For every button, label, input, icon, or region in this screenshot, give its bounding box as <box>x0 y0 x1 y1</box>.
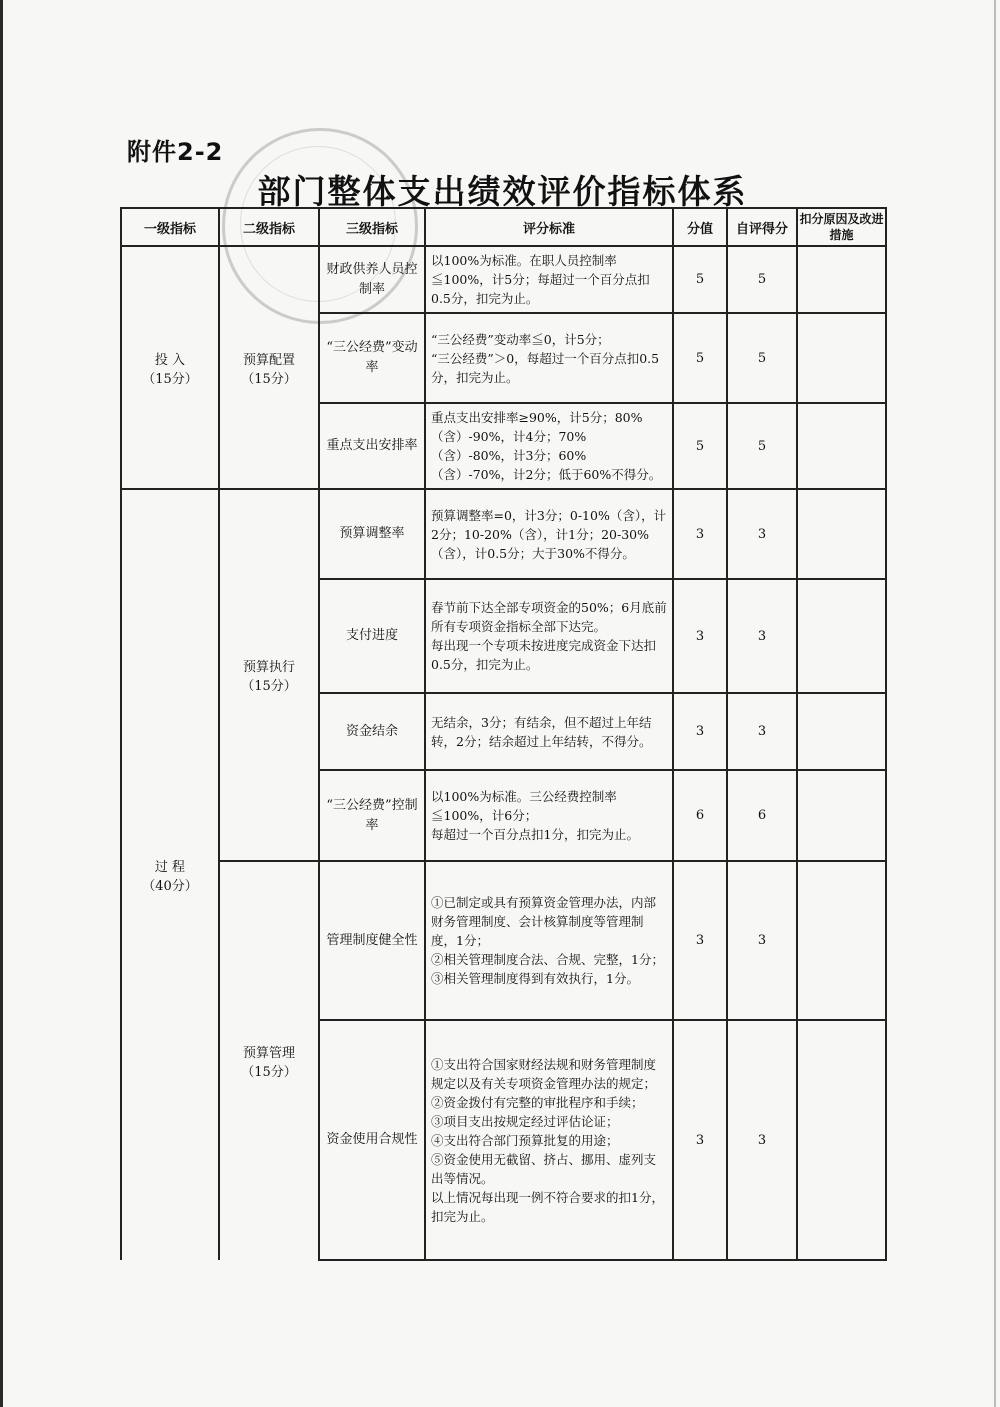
header-row <box>121 208 886 246</box>
scoring-standard: 春节前下达全部专项资金的50%；6月底前所有专项资金指标全部下达完。 每出现一个专项未按进度完成资金下达扣0.5分，扣完为止。 <box>425 579 673 693</box>
scoring-standard: 预算调整率=0，计3分；0-10%（含），计2分；10-20%（含），计1分；20-30%（含），计0.5分；大于30%不得分。 <box>425 489 673 579</box>
remarks-cell <box>797 861 886 1020</box>
table-row <box>121 246 886 313</box>
remarks-cell <box>797 770 886 861</box>
header-standard: 评分标准 <box>425 208 673 246</box>
value-cell: 5 <box>673 313 727 403</box>
remarks-cell <box>797 693 886 770</box>
self-score-cell: 3 <box>727 1020 797 1260</box>
level1-score: （40分） <box>142 879 198 894</box>
self-score-cell: 5 <box>727 403 797 489</box>
self-score-cell: 3 <box>727 693 797 770</box>
page-edge <box>0 0 3 1407</box>
remarks-cell <box>797 489 886 579</box>
scoring-standard: ①已制定或具有预算资金管理办法，内部财务管理制度、会计核算制度等管理制度，1分； ②相关管理制度合法、合规、完整，1分； ③相关管理制度得到有效执行，1分。 <box>425 861 673 1020</box>
header-level2: 二级指标 <box>219 208 319 246</box>
level3-name: 预算调整率 <box>319 489 425 579</box>
remarks-cell <box>797 1020 886 1260</box>
scoring-standard: 重点支出安排率≥90%，计5分；80%（含）-90%，计4分；70%（含）-80%，计3分；60%（含）-70%，计2分；低于60%不得分。 <box>425 403 673 489</box>
level1-process <box>121 489 219 1260</box>
level2-name: 预算执行 <box>242 660 295 675</box>
evaluation-table <box>120 207 887 1261</box>
attachment-label: 附件2-2 <box>127 138 224 166</box>
level2-name: 预算管理 <box>242 1046 295 1061</box>
scoring-standard: 无结余，3分；有结余，但不超过上年结转，2分；结余超过上年结转，不得分。 <box>425 693 673 770</box>
header-level1: 一级指标 <box>121 208 219 246</box>
page-title: 部门整体支出绩效评价指标体系 <box>257 172 748 211</box>
page-edge-right <box>994 0 996 1407</box>
level1-name: 过 程 <box>154 860 186 875</box>
self-score-cell: 5 <box>727 246 797 313</box>
value-cell: 3 <box>673 489 727 579</box>
remarks-cell <box>797 403 886 489</box>
level3-name: “三公经费”控制率 <box>319 770 425 861</box>
value-cell: 3 <box>673 861 727 1020</box>
level3-name: 支付进度 <box>319 579 425 693</box>
self-score-cell: 3 <box>727 861 797 1020</box>
level2-budget-exec <box>219 489 319 861</box>
header-level3: 三级指标 <box>319 208 425 246</box>
value-cell: 3 <box>673 693 727 770</box>
remarks-cell <box>797 246 886 313</box>
scoring-standard: “三公经费”变动率≦0，计5分； “三公经费”＞0，每超过一个百分点扣0.5分，扣完为止。 <box>425 313 673 403</box>
level3-name: 资金结余 <box>319 693 425 770</box>
level2-score: （15分） <box>241 1065 297 1080</box>
level3-name: “三公经费”变动率 <box>319 313 425 403</box>
level2-score: （15分） <box>241 371 297 387</box>
self-score-cell: 5 <box>727 313 797 403</box>
value-cell: 6 <box>673 770 727 861</box>
level3-name: 管理制度健全性 <box>319 861 425 1020</box>
value-cell: 5 <box>673 246 727 313</box>
value-cell: 3 <box>673 1020 727 1260</box>
level1-input <box>121 246 219 489</box>
level2-budget-mgmt <box>219 861 319 1260</box>
level2-score: （15分） <box>241 679 297 694</box>
header-self-score: 自评得分 <box>727 208 797 246</box>
level3-name: 财政供养人员控制率 <box>319 246 425 313</box>
value-cell: 3 <box>673 579 727 693</box>
header-remarks: 扣分原因及改进措施 <box>797 208 886 246</box>
scoring-standard: ①支出符合国家财经法规和财务管理制度规定以及有关专项资金管理办法的规定； ②资金拨付有完整的审批程序和手续； ③项目支出按规定经过评估论证； ④支出符合部门预算批复的用途； ⑤资金使用无截留、挤占、挪用、虚列支出等情况。 以上情况每出现一例不符合要求的扣1分，扣完为止。 <box>425 1020 673 1260</box>
level1-name: 投 入 <box>154 352 186 368</box>
level1-score: （15分） <box>142 371 198 387</box>
level2-name: 预算配置 <box>242 352 295 368</box>
table-row <box>121 861 886 1020</box>
level3-name: 重点支出安排率 <box>319 403 425 489</box>
level3-name: 资金使用合规性 <box>319 1020 425 1260</box>
self-score-cell: 3 <box>727 579 797 693</box>
remarks-cell <box>797 579 886 693</box>
value-cell: 5 <box>673 403 727 489</box>
scoring-standard: 以100%为标准。在职人员控制率≦100%，计5分；每超过一个百分点扣0.5分，扣完为止。 <box>425 246 673 313</box>
level2-budget-config <box>219 246 319 489</box>
table-row <box>121 489 886 579</box>
header-value: 分值 <box>673 208 727 246</box>
remarks-cell <box>797 313 886 403</box>
scoring-standard: 以100%为标准。三公经费控制率≦100%，计6分； 每超过一个百分点扣1分，扣完为止。 <box>425 770 673 861</box>
self-score-cell: 6 <box>727 770 797 861</box>
self-score-cell: 3 <box>727 489 797 579</box>
